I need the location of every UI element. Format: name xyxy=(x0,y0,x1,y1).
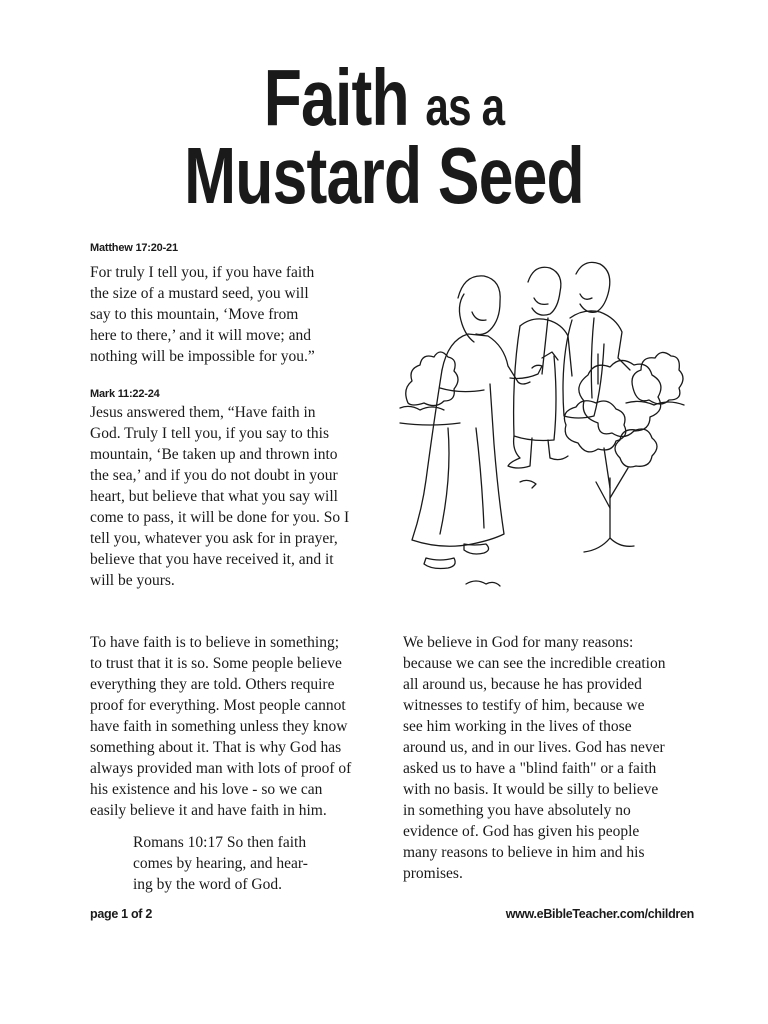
body-paragraph-left: To have faith is to believe in something; to trust that it is so. Some people believe everything they are told. Others require proof for everything. Most people cannot have faith in something unless they know something about it. That is why God has always provided man with lots of proof of his existence and his love - so we can easily believe it and have faith in him. xyxy=(90,634,352,819)
title-word-as-a: as a xyxy=(425,77,505,137)
jesus-and-disciples-illustration xyxy=(398,258,688,603)
scripture-reference-matthew: Matthew 17:20-21 xyxy=(90,242,178,254)
page-title xyxy=(84,53,683,220)
romans-quote: Romans 10:17 So then faith comes by hearing, and hear- ing by the word of God. xyxy=(133,834,308,893)
title-line-2: Mustard Seed xyxy=(184,131,584,220)
scripture-text-mark: Jesus answered them, “Have faith in God. Truly I tell you, if you say to this mountain, ‘Be taken up and thrown into the sea,’ and if you do not doubt in your heart, but believe that what you say will come to pass, it will be done for you. So I tell you, whatever you ask for in prayer, believe that you have received it, and it will be yours. xyxy=(90,404,350,589)
title-line-1 xyxy=(84,53,683,142)
scripture-reference-mark: Mark 11:22-24 xyxy=(90,388,160,400)
title-word-faith: Faith xyxy=(263,53,409,142)
body-paragraph-right: We believe in God for many reasons: because we can see the incredible creation all around us, because he has provided witnesses to testify of him, because we see him working in the lives of those around us, and in our lives. God has never asked us to have a "blind faith" or a faith with no basis. It would be silly to believe in something you have absolutely no evidence of. God has given his people many reasons to believe in him and his promises. xyxy=(403,634,666,882)
page-number: page 1 of 2 xyxy=(90,907,152,921)
scripture-text-matthew: For truly I tell you, if you have faith the size of a mustard seed, you will say to this mountain, ‘Move from here to there,’ and it will move; and nothing will be impossible for you.” xyxy=(90,264,315,365)
website-url: www.eBibleTeacher.com/children xyxy=(505,907,694,921)
